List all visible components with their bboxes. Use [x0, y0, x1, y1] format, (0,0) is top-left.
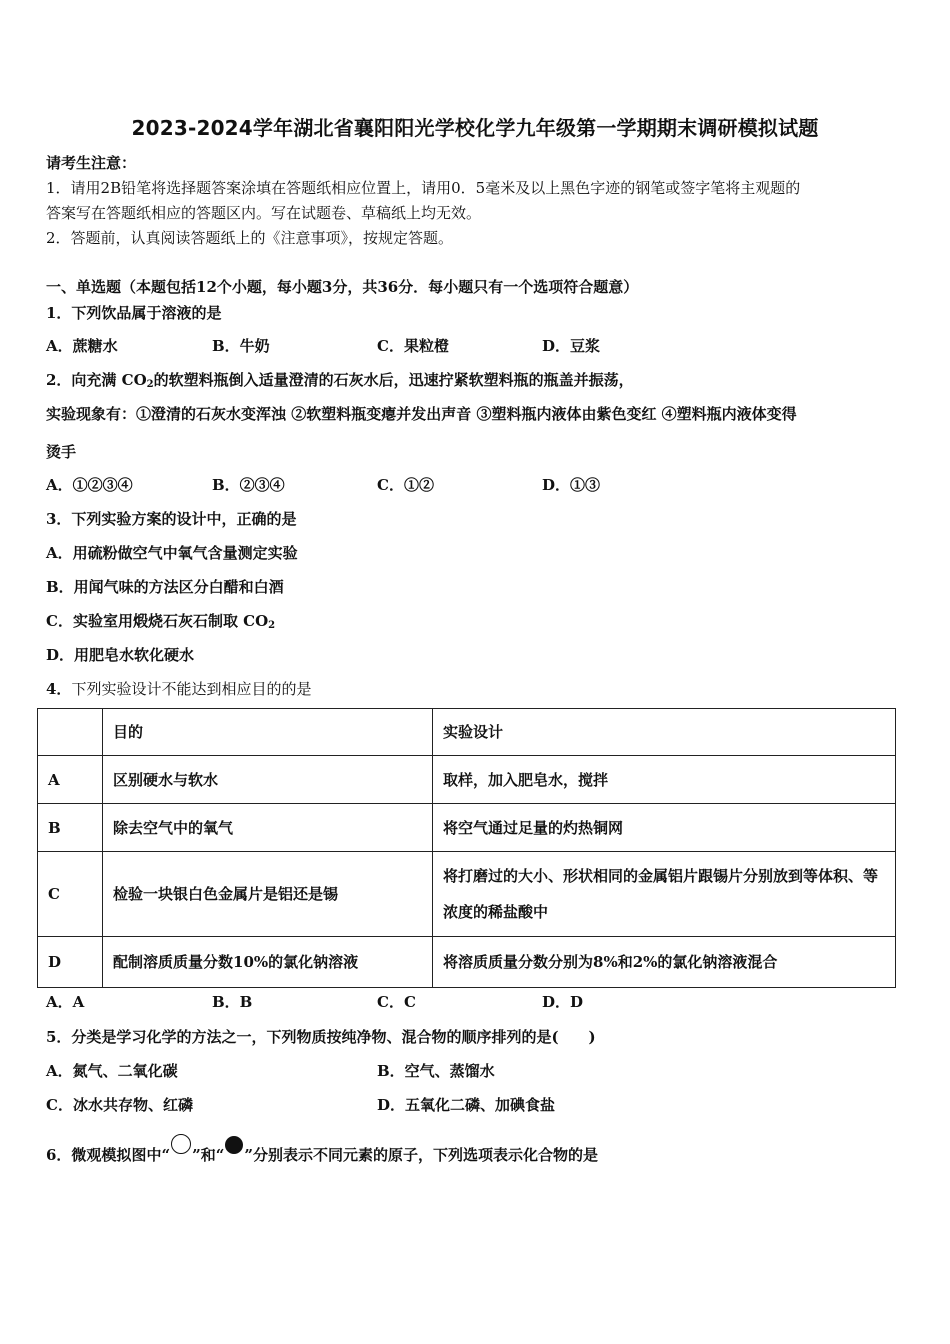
table-cell-label: B — [38, 804, 103, 852]
table-row — [38, 937, 896, 988]
q1-stem: 1．下列饮品属于溶液的是 — [46, 304, 222, 322]
q4-table — [37, 708, 896, 988]
q5-option-a[interactable]: A．氮气、二氧化碳 — [46, 1062, 178, 1080]
table-cell-label: D — [38, 937, 103, 988]
q4-option-a[interactable]: A．A — [46, 993, 85, 1011]
table-cell-label: C — [38, 852, 103, 937]
table-cell-design: 将空气通过足量的灼热铜网 — [433, 804, 896, 852]
table-cell-goal: 配制溶质质量分数10%的氯化钠溶液 — [103, 937, 433, 988]
q3-option-b[interactable]: B．用闻气味的方法区分白醋和白酒 — [46, 578, 284, 596]
notice-heading: 请考生注意： — [46, 154, 137, 172]
table-header-cell: 实验设计 — [433, 709, 896, 756]
q1-option-a[interactable]: A．蔗糖水 — [46, 337, 118, 355]
table-cell-design: 将溶质质量分数分别为8%和2%的氯化钠溶液混合 — [433, 937, 896, 988]
filled-circle-atom-icon — [225, 1136, 243, 1154]
open-circle-atom-icon — [171, 1134, 191, 1154]
table-row — [38, 852, 896, 937]
notice-item-1a: 1．请用2B铅笔将选择题答案涂填在答题纸相应位置上，请用0．5毫米及以上黑色字迹的钢笔或签字笔将主观题的 — [46, 179, 801, 197]
q2-option-b[interactable]: B．②③④ — [212, 476, 285, 494]
q6-stem: 6．微观模拟图中“ ”和“ ”分别表示不同元素的原子，下列选项表示化合物的是 — [46, 1134, 598, 1165]
table-cell-design: 取样，加入肥皂水，搅拌 — [433, 756, 896, 804]
q2-option-c[interactable]: C．①② — [377, 476, 434, 494]
q3-stem: 3．下列实验方案的设计中，正确的是 — [46, 510, 297, 528]
q2-phenomena: 实验现象有：①澄清的石灰水变浑浊 ②软塑料瓶变瘪并发出声音 ③塑料瓶内液体由紫色变红 ④塑料瓶内液体变得 — [46, 405, 797, 423]
q5-stem: 5．分类是学习化学的方法之一，下列物质按纯净物、混合物的顺序排列的是( ) — [46, 1028, 596, 1046]
notice-item-2: 2．答题前，认真阅读答题纸上的《注意事项》，按规定答题。 — [46, 229, 454, 247]
page-title: 2023-2024学年湖北省襄阳阳光学校化学九年级第一学期期末调研模拟试题 — [131, 116, 819, 140]
q1-option-b[interactable]: B．牛奶 — [212, 337, 270, 355]
q3-option-d[interactable]: D．用肥皂水软化硬水 — [46, 646, 195, 664]
table-cell-label: A — [38, 756, 103, 804]
table-cell-goal: 区别硬水与软水 — [103, 756, 433, 804]
table-header-row — [38, 709, 896, 756]
table-header-cell — [38, 709, 103, 756]
q3-option-c[interactable]: C．实验室用煅烧石灰石制取 $CO_2$ — [46, 612, 276, 631]
q4-option-c[interactable]: C．C — [377, 993, 416, 1011]
table-row — [38, 756, 896, 804]
table-cell-goal: 除去空气中的氧气 — [103, 804, 433, 852]
q1-option-d[interactable]: D．豆浆 — [542, 337, 601, 355]
q3-option-a[interactable]: A．用硫粉做空气中氧气含量测定实验 — [46, 544, 298, 562]
table-header-cell: 目的 — [103, 709, 433, 756]
q2-option-d[interactable]: D．①③ — [542, 476, 601, 494]
q5-option-d[interactable]: D．五氧化二磷、加碘食盐 — [377, 1096, 556, 1114]
q2-option-a[interactable]: A．①②③④ — [46, 476, 133, 494]
q4-option-b[interactable]: B．B — [212, 993, 253, 1011]
q5-option-b[interactable]: B．空气、蒸馏水 — [377, 1062, 495, 1080]
q1-option-c[interactable]: C．果粒橙 — [377, 337, 449, 355]
table-cell-design: 将打磨过的大小、形状相同的金属铝片跟锡片分别放到等体积、等浓度的稀盐酸中 — [433, 852, 896, 937]
notice-item-1b: 答案写在答题纸相应的答题区内。写在试题卷、草稿纸上均无效。 — [46, 204, 482, 222]
q4-option-d[interactable]: D．D — [542, 993, 584, 1011]
q4-stem: 4．下列实验设计不能达到相应目的的是 — [46, 680, 312, 698]
q2-stem: 2．向充满 $CO_2$的软塑料瓶倒入适量澄清的石灰水后，迅速拧紧软塑料瓶的瓶盖并振荡， — [46, 371, 634, 390]
table-cell-goal: 检验一块银白色金属片是铝还是锡 — [103, 852, 433, 937]
section-heading: 一、单选题（本题包括12个小题，每小题3分，共36分．每小题只有一个选项符合题意） — [46, 278, 639, 296]
q5-option-c[interactable]: C．冰水共存物、红磷 — [46, 1096, 193, 1114]
q2-phenomena-cont: 烫手 — [46, 443, 77, 461]
table-row — [38, 804, 896, 852]
